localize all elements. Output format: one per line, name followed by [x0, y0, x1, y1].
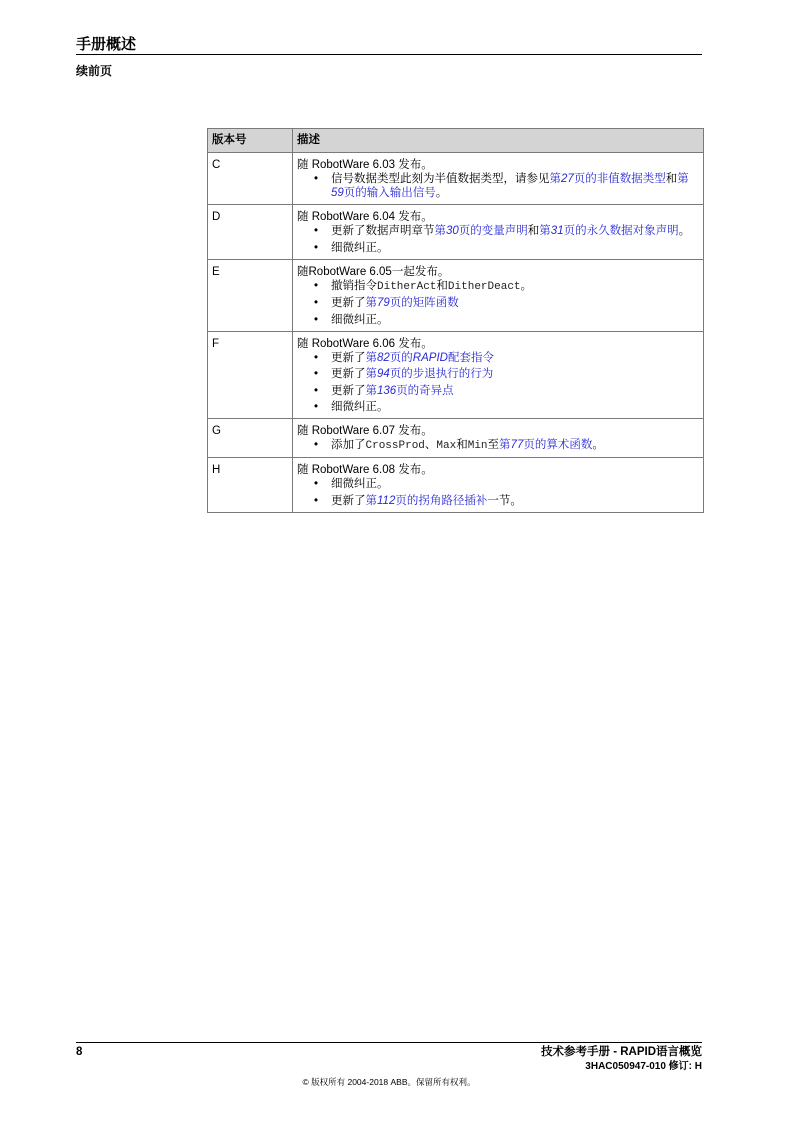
revision-row	[208, 419, 704, 458]
change-list	[297, 438, 699, 453]
item-text: 一节。	[487, 494, 522, 507]
cross-reference-link[interactable]	[366, 297, 459, 309]
item-text: 撤销指令	[331, 279, 377, 292]
change-item	[297, 351, 699, 365]
link-text: 第	[434, 225, 446, 237]
version-cell: C	[208, 153, 293, 205]
link-text: 页的算术函数	[523, 439, 593, 451]
revision-row	[208, 153, 704, 205]
link-text: 第	[499, 439, 511, 451]
change-list	[297, 351, 699, 415]
revision-table-head	[208, 129, 704, 153]
item-text: 至	[487, 439, 500, 451]
code-term: DitherAct	[377, 280, 437, 293]
continued-label: 续前页	[76, 64, 113, 78]
footer-rule	[76, 1042, 702, 1043]
link-text: 第	[365, 351, 377, 364]
code-term: DitherDeact	[447, 280, 521, 293]
link-emphasis: 30	[446, 225, 459, 237]
item-text: 。	[678, 225, 691, 237]
item-text: 、	[424, 439, 437, 451]
description-cell	[293, 259, 704, 331]
link-text: 页的非值数据类型	[573, 173, 666, 185]
change-item	[297, 400, 699, 414]
change-list	[297, 279, 699, 327]
link-text: 页的拐角路径插补	[395, 494, 488, 507]
link-emphasis: 79	[377, 297, 390, 309]
description-cell	[293, 458, 704, 513]
item-text: 和	[436, 279, 448, 292]
change-item	[297, 296, 699, 310]
cross-reference-link[interactable]	[366, 368, 494, 380]
link-text: 页的奇异点	[396, 384, 454, 397]
cross-reference-link[interactable]	[366, 385, 454, 397]
change-item	[297, 494, 699, 508]
link-text: 第	[677, 173, 689, 185]
link-emphasis: 136	[377, 384, 397, 397]
version-cell: E	[208, 259, 293, 331]
link-text: 页的变量声明	[458, 225, 528, 237]
release-note: 随 RobotWare 6.06 发布。	[297, 337, 433, 350]
item-text: 细微纠正。	[331, 241, 389, 254]
title-rule	[76, 54, 702, 55]
revision-row	[208, 458, 704, 513]
item-text: 和	[665, 173, 678, 185]
revision-row	[208, 259, 704, 331]
item-text: 更新了	[331, 494, 366, 507]
version-cell: H	[208, 458, 293, 513]
code-term: Min	[467, 440, 488, 452]
link-text: 第	[365, 384, 377, 397]
release-note: 随 RobotWare 6.07 发布。	[297, 425, 433, 437]
link-text: 配套指令	[447, 351, 494, 364]
version-cell: D	[208, 205, 293, 260]
link-text: 页的	[389, 351, 413, 364]
change-item	[297, 477, 699, 491]
link-emphasis: 112	[377, 494, 396, 507]
item-text: 。	[520, 279, 533, 292]
document-title: 技术参考手册 - RAPID语言概览	[541, 1046, 702, 1058]
item-text: 信号数据类型此刻为半值数据类型，请参见	[331, 173, 550, 185]
link-emphasis: 27	[561, 173, 574, 185]
change-item	[297, 367, 699, 381]
link-text: 第	[539, 225, 551, 237]
release-note: 随 RobotWare 6.08 发布。	[297, 464, 433, 476]
change-item	[297, 438, 699, 453]
item-text: 更新了	[331, 297, 366, 309]
link-text: 第	[365, 494, 377, 507]
version-cell: F	[208, 331, 293, 419]
link-emphasis: 94	[377, 368, 390, 380]
change-item	[297, 224, 699, 238]
version-cell: G	[208, 419, 293, 458]
change-item	[297, 384, 699, 398]
change-item	[297, 241, 699, 255]
link-emphasis: 59	[331, 187, 344, 199]
item-text: 。	[592, 439, 604, 451]
item-text: 更新了数据声明章节	[331, 225, 435, 237]
revision-table	[207, 128, 704, 513]
cross-reference-link[interactable]	[550, 173, 666, 185]
page-title: 手册概述	[76, 36, 137, 53]
code-term: Max	[436, 440, 457, 452]
link-text: 页的矩阵函数	[389, 297, 459, 309]
document-id: 3HAC050947-010 修订: H	[585, 1061, 702, 1072]
change-list	[297, 477, 699, 508]
item-text: 添加了	[331, 439, 366, 451]
cross-reference-link[interactable]	[539, 225, 678, 237]
change-list	[297, 172, 699, 200]
revision-row	[208, 205, 704, 260]
change-item	[297, 313, 699, 327]
item-text: 细微纠正。	[331, 313, 389, 326]
item-text: 和	[456, 439, 468, 451]
item-text: 细微纠正。	[331, 478, 389, 490]
description-cell	[293, 419, 704, 458]
release-note: 随RobotWare 6.05一起发布。	[297, 265, 450, 278]
link-emphasis: 82	[377, 351, 390, 364]
code-term: CrossProd	[365, 440, 425, 452]
description-cell	[293, 331, 704, 419]
revision-table-header-row	[208, 129, 704, 153]
cross-reference-link[interactable]	[499, 439, 592, 451]
column-header-description: 描述	[293, 129, 704, 153]
item-text: 。	[435, 187, 448, 199]
description-cell	[293, 205, 704, 260]
link-text: 第	[365, 297, 377, 309]
cross-reference-link[interactable]	[435, 225, 528, 237]
link-emphasis: 77	[510, 439, 524, 451]
item-text: 更新了	[331, 368, 366, 380]
item-text: 和	[527, 225, 540, 237]
description-cell	[293, 153, 704, 205]
cross-reference-link[interactable]	[366, 495, 488, 507]
link-emphasis: RAPID	[412, 351, 448, 364]
item-text: 更新了	[331, 384, 366, 397]
link-text: 第	[365, 368, 377, 380]
page-number: 8	[76, 1046, 83, 1058]
release-note: 随 RobotWare 6.03 发布。	[297, 159, 433, 171]
change-item	[297, 172, 699, 200]
cross-reference-link[interactable]	[366, 352, 494, 364]
link-text: 页的输入输出信号	[343, 187, 436, 199]
link-text: 页的步退执行的行为	[389, 368, 494, 380]
link-emphasis: 31	[550, 225, 564, 237]
link-text: 页的永久数据对象声明	[563, 225, 679, 237]
link-text: 第	[549, 173, 561, 185]
item-text: 细微纠正。	[331, 401, 389, 413]
change-list	[297, 224, 699, 255]
column-header-version: 版本号	[208, 129, 293, 153]
copyright-notice: © 版权所有 2004-2018 ABB。保留所有权利。	[302, 1077, 476, 1087]
release-note: 随 RobotWare 6.04 发布。	[297, 211, 433, 223]
change-item	[297, 279, 699, 294]
item-text: 更新了	[331, 351, 366, 364]
revision-table-body	[208, 153, 704, 513]
revision-row	[208, 331, 704, 419]
